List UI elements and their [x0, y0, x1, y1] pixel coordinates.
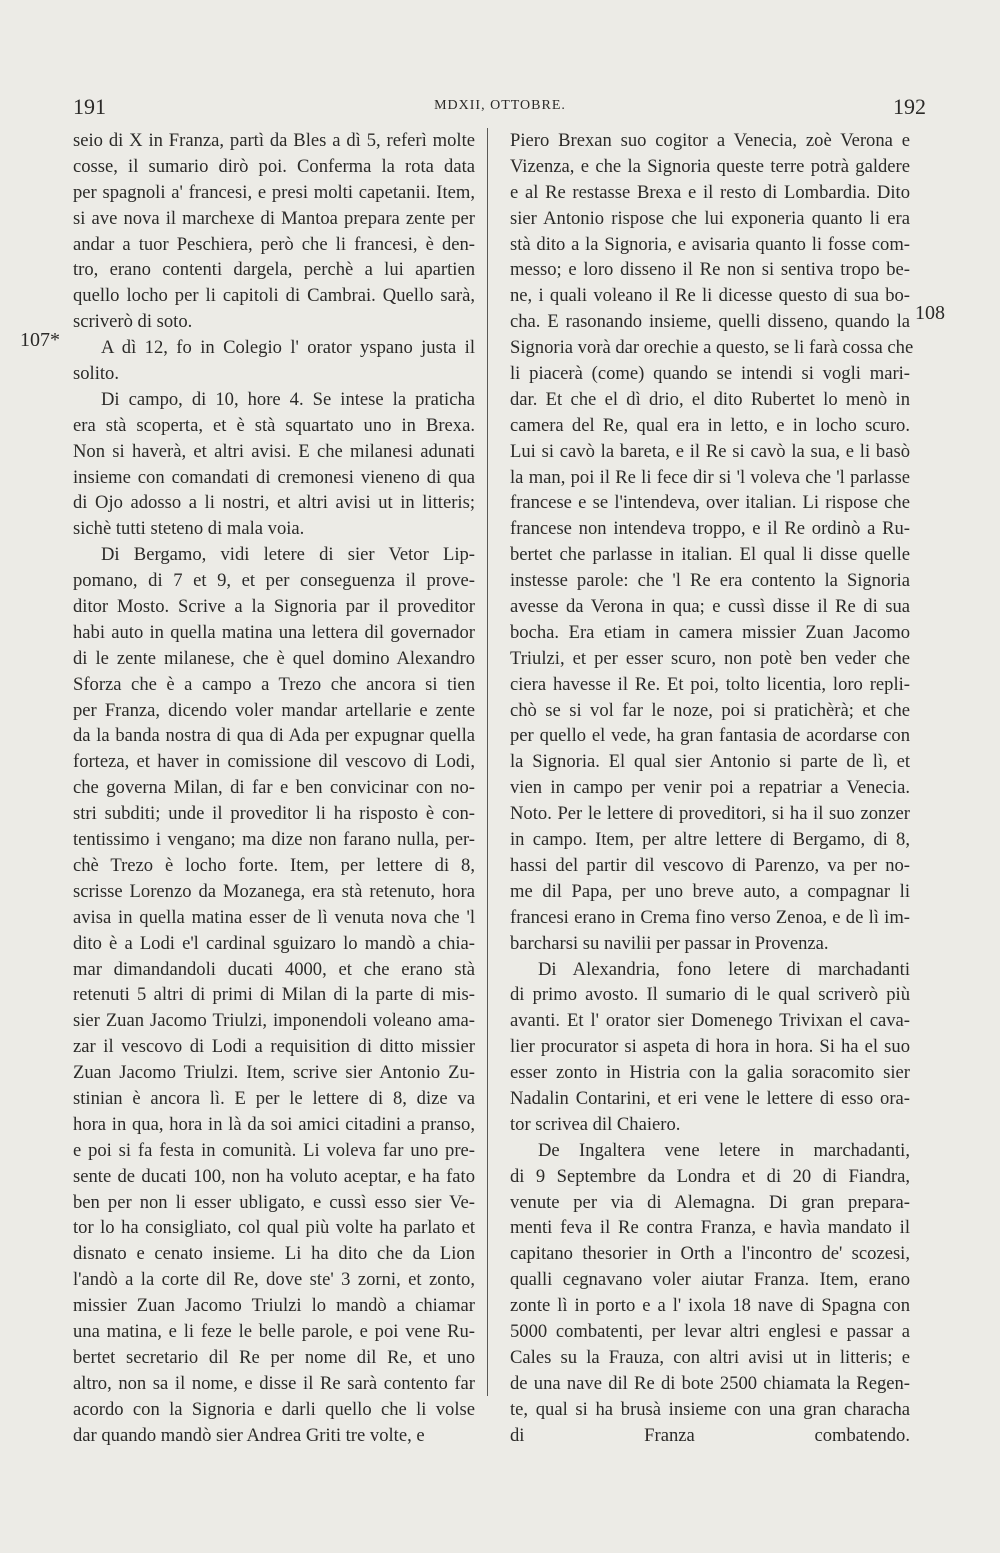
text-line: zar il vescovo di Lodi a requisition di ditto missier	[73, 1036, 475, 1058]
text-line: Signoria vorà dar orechie a questo, se li farà cossa che	[510, 337, 914, 359]
text-line: ben per non li esser ubligato, e cussì esso sier Ve-	[73, 1191, 475, 1213]
right-column	[510, 128, 914, 1448]
text-line: per Franza, dicendo voler mandar artellarie e zente	[73, 699, 475, 721]
text-line: la Signoria. El qual sier Antonio si parte de lì, et	[510, 751, 910, 773]
text-line: una matina, e li feze le belle parole, e poi vene Ru-	[73, 1320, 475, 1342]
text-line: cha. E rasonando insieme, quelli disseno, quando la	[510, 311, 910, 333]
text-line: tor lo ha consigliato, col qual più volte ha parlato et	[73, 1217, 475, 1239]
text-line: sente de ducati 100, non ha voluto aceptar, e ha fato	[73, 1165, 475, 1187]
text-line: stri subditi; unde il proveditor li ha risposto è con-	[73, 803, 475, 825]
text-line: chè Trezo è locho forte. Item, per lettere di 8,	[73, 854, 475, 876]
text-line: de una nave dil Re di bote 2500 chiamata la Regen-	[510, 1372, 910, 1394]
text-line: avanti. Et l' orator sier Domenego Trivixan el cava-	[510, 1010, 910, 1032]
running-head: MDXII, OTTOBRE.	[434, 98, 566, 113]
text-line: ditor Mosto. Scrive a la Signoria par il proveditor	[73, 596, 475, 618]
text-line: Non si haverà, et altri avisi. E che milanesi adunati	[73, 440, 475, 462]
column-divider	[487, 128, 488, 1396]
text-line: venute per via di Alemagna. Di gran prepara-	[510, 1191, 910, 1213]
text-line: Di campo, di 10, hore 4. Se intese la praticha	[101, 388, 475, 410]
text-line: hora in qua, hora in là da soi amici citadini a pranso,	[73, 1113, 475, 1135]
text-line: hassi del partir dil vescovo di Parenzo, va per no-	[510, 854, 910, 876]
text-line: la man, poi il Re li fece dir si 'l voleva che 'l parlasse	[510, 466, 910, 488]
text-line: Triulzi, et per esser scuro, non potè ben veder che	[510, 647, 910, 669]
text-line: Di Alexandria, fono letere di marchadanti	[538, 958, 910, 980]
text-line: esser zonto in Histria con la galia soracomito sier	[510, 1062, 910, 1084]
text-line: dito è a Lodi e'l cardinal sguizaro lo mandò a chia-	[73, 932, 475, 954]
text-line: francesi erano in Crema fino verso Zenoa, e de lì im-	[510, 906, 910, 928]
text-line: habi auto in quella matina una lettera dil governador	[73, 621, 475, 643]
text-line: retenuti 5 altri di primi di Milan di la parte di mis-	[73, 984, 475, 1006]
text-line: bertet secretario dil Re per nome dil Re, et uno	[73, 1346, 475, 1368]
text-line: solito.	[73, 363, 119, 385]
text-line: Vizenza, e che la Signoria queste terre potrà galdere	[510, 155, 910, 177]
text-line: bocha. Era etiam in camera missier Zuan Jacomo	[510, 621, 910, 643]
text-line: disnato e cenato insieme. Li ha dito che da Lion	[73, 1243, 475, 1265]
text-line: mar dimandandoli ducati 4000, et che erano stà	[73, 958, 475, 980]
text-line: acordo con la Signoria e darli quello che li volse	[73, 1398, 475, 1420]
text-line: Noto. Per le lettere di proveditori, si ha il suo zonzer	[510, 803, 910, 825]
text-line: li piacerà (come) quando se intendi si vogli mari-	[510, 363, 910, 385]
text-line: dar. Et che el dì drio, el dito Rubertet lo menò in	[510, 388, 910, 410]
page-number-right: 192	[893, 94, 926, 119]
text-line: tro, erano contenti dargela, perchè a lui apartien	[73, 259, 475, 281]
text-line: francese non intendeva troppo, e il Re ordinò a Ru-	[510, 518, 910, 540]
text-line: scrisse Lorenzo da Mozanega, era stà retenuto, hora	[73, 880, 475, 902]
text-line: barcharsi su navilii per passar in Provenza.	[510, 932, 829, 954]
text-line: forteza, et haver in comissione dil vescovo di Lodi,	[73, 751, 475, 773]
text-line: francese e se l'intendeva, over italian. Li rispose che	[510, 492, 910, 514]
text-line: cosse, il sumario dirò poi. Conferma la rota data	[73, 155, 475, 177]
left-column	[73, 128, 475, 1448]
text-line: zonte lì in porto e a l' ixola 18 nave di Spagna con	[510, 1295, 910, 1317]
text-line: A dì 12, fo in Colegio l' orator yspano justa il	[101, 337, 475, 359]
text-line: ciera havesse il Re. Et poi, tolto licentia, loro repli-	[510, 673, 910, 695]
text-line: 5000 combatenti, per levar altri englesi e passar a	[510, 1320, 910, 1342]
text-line: di 9 Septembre da Londra et di 20 di Fiandra,	[510, 1165, 910, 1187]
text-line: stà dito a la Signoria, e avisaria quanto li fosse com-	[510, 233, 910, 255]
text-line: di Franza combatendo.	[510, 1424, 910, 1446]
page-header	[0, 94, 1000, 124]
text-line: tor scrivea dil Chaiero.	[510, 1113, 681, 1135]
text-line: capitano thesorier in Orth a l'incontro de' scozesi,	[510, 1243, 910, 1265]
text-line: menti feva il Re contra Franza, e havìa mandato il	[510, 1217, 910, 1239]
text-line: da la banda nostra di qua di Ada per expugnar quella	[73, 725, 475, 747]
text-line: me dil Papa, per uno breve auto, a compagnar li	[510, 880, 910, 902]
text-line: per spagnoli a' francesi, e presi molti capetanii. Item,	[73, 181, 475, 203]
text-line: ne, i quali voleano il Re li dicesse questo di sua bo-	[510, 285, 910, 307]
text-line: seio di X in Franza, partì da Bles a dì 5, referì molte	[73, 130, 475, 151]
text-line: stinian è ancora lì. E per le lettere di 8, dize va	[73, 1087, 475, 1109]
text-line: sier Zuan Jacomo Triulzi, imponendoli voleano ama-	[73, 1010, 475, 1032]
page-number-left: 191	[73, 94, 106, 119]
text-line: che governa Milan, di far e ben convicinar con no-	[73, 777, 475, 799]
text-line: Nadalin Contarini, et eri vene le lettere di esso ora-	[510, 1087, 910, 1109]
text-line: avisa in quella matina esser de lì venuta nova che 'l	[73, 906, 475, 928]
text-line: si ave nova il marchexe di Mantoa prepara zente per	[73, 207, 475, 229]
text-line: Di Bergamo, vidi letere di sier Vetor Lip-	[101, 544, 475, 566]
text-line: Zuan Jacomo Triulzi. Item, scrive sier Antonio Zu-	[73, 1062, 475, 1084]
text-line: Piero Brexan suo cogitor a Venecia, zoè Verona e	[510, 130, 910, 151]
text-line: camera del Re, qual era in letto, e in locho scuro.	[510, 414, 910, 436]
text-line: quello locho per li capitoli di Cambrai. Quello sarà,	[73, 285, 475, 307]
text-line: andar a tuor Peschiera, però che li francesi, è den-	[73, 233, 475, 255]
margin-note-left: 107*	[20, 329, 60, 351]
text-line: Sforza che è a campo a Trezo che ancora si tien	[73, 673, 475, 695]
text-line: l'andò a la corte dil Re, dove ste' 3 zorni, et zonto,	[73, 1269, 475, 1291]
text-line: De Ingaltera vene letere in marchadanti,	[538, 1139, 910, 1161]
text-line: per quello el vede, ha gran fantasia de acordarse con	[510, 725, 910, 747]
text-line: qualli cegnavano voler aiutar Franza. Item, erano	[510, 1269, 910, 1291]
text-line: in campo. Item, per altre lettere di Bergamo, di 8,	[510, 829, 910, 851]
text-line: avesse da Verona in qua; e cussì disse il Re di sua	[510, 596, 910, 618]
text-line: dar quando mandò sier Andrea Griti tre volte, e	[73, 1424, 425, 1446]
text-line: tentissimo i vengano; ma dize non farano nulla, per-	[73, 829, 475, 851]
text-line: Cales su la Frauza, con altri avisi ut in litteris; e	[510, 1346, 910, 1368]
text-line: instesse parole: che 'l Re era contento la Signoria	[510, 570, 910, 592]
text-line: scriverò di soto.	[73, 311, 193, 333]
text-line: sichè tutti steteno di mala voia.	[73, 518, 305, 540]
text-line: di le zente milanese, che è quel domino Alexandro	[73, 647, 475, 669]
text-line: messo; e loro disseno il Re non si sentiva tropo be-	[510, 259, 910, 281]
text-line: te, qual si ha brusà insieme con una gran characha	[510, 1398, 910, 1420]
text-line: vien in campo per venir poi a repatriar a Venecia.	[510, 777, 910, 799]
margin-note-right: 108	[915, 302, 945, 324]
text-line: e al Re restasse Brexa e il resto di Lombardia. Dito	[510, 181, 910, 203]
text-line: di Ojo adosso a li nostri, et altri avisi ut in litteris;	[73, 492, 475, 514]
text-line: bertet che parlasse in italian. El qual li disse quelle	[510, 544, 910, 566]
text-line: e poi si fa festa in comunità. Li voleva far uno pre-	[73, 1139, 475, 1161]
text-line: era stà scoperta, et è stà squartato uno in Brexa.	[73, 414, 475, 436]
text-line: pomano, di 7 et 9, et per conseguenza il prove-	[73, 570, 475, 592]
text-line: Lui si cavò la bareta, e il Re si cavò la sua, e li basò	[510, 440, 910, 462]
text-line: altro, non sa il nome, e disse il Re sarà contento far	[73, 1372, 475, 1394]
text-line: di primo avosto. Il sumario di le qual scriverò più	[510, 984, 910, 1006]
text-line: chò se si vol far le noze, poi si pratichèrà; et che	[510, 699, 910, 721]
text-line: lier procurator si aspeta di hora in hora. Si ha el suo	[510, 1036, 910, 1058]
text-line: sier Antonio rispose che lui exponeria quanto li era	[510, 207, 910, 229]
text-line: insieme con comandati di cremonesi vieneno di qua	[73, 466, 475, 488]
text-line: missier Zuan Jacomo Triulzi lo mandò a chiamar	[73, 1295, 475, 1317]
